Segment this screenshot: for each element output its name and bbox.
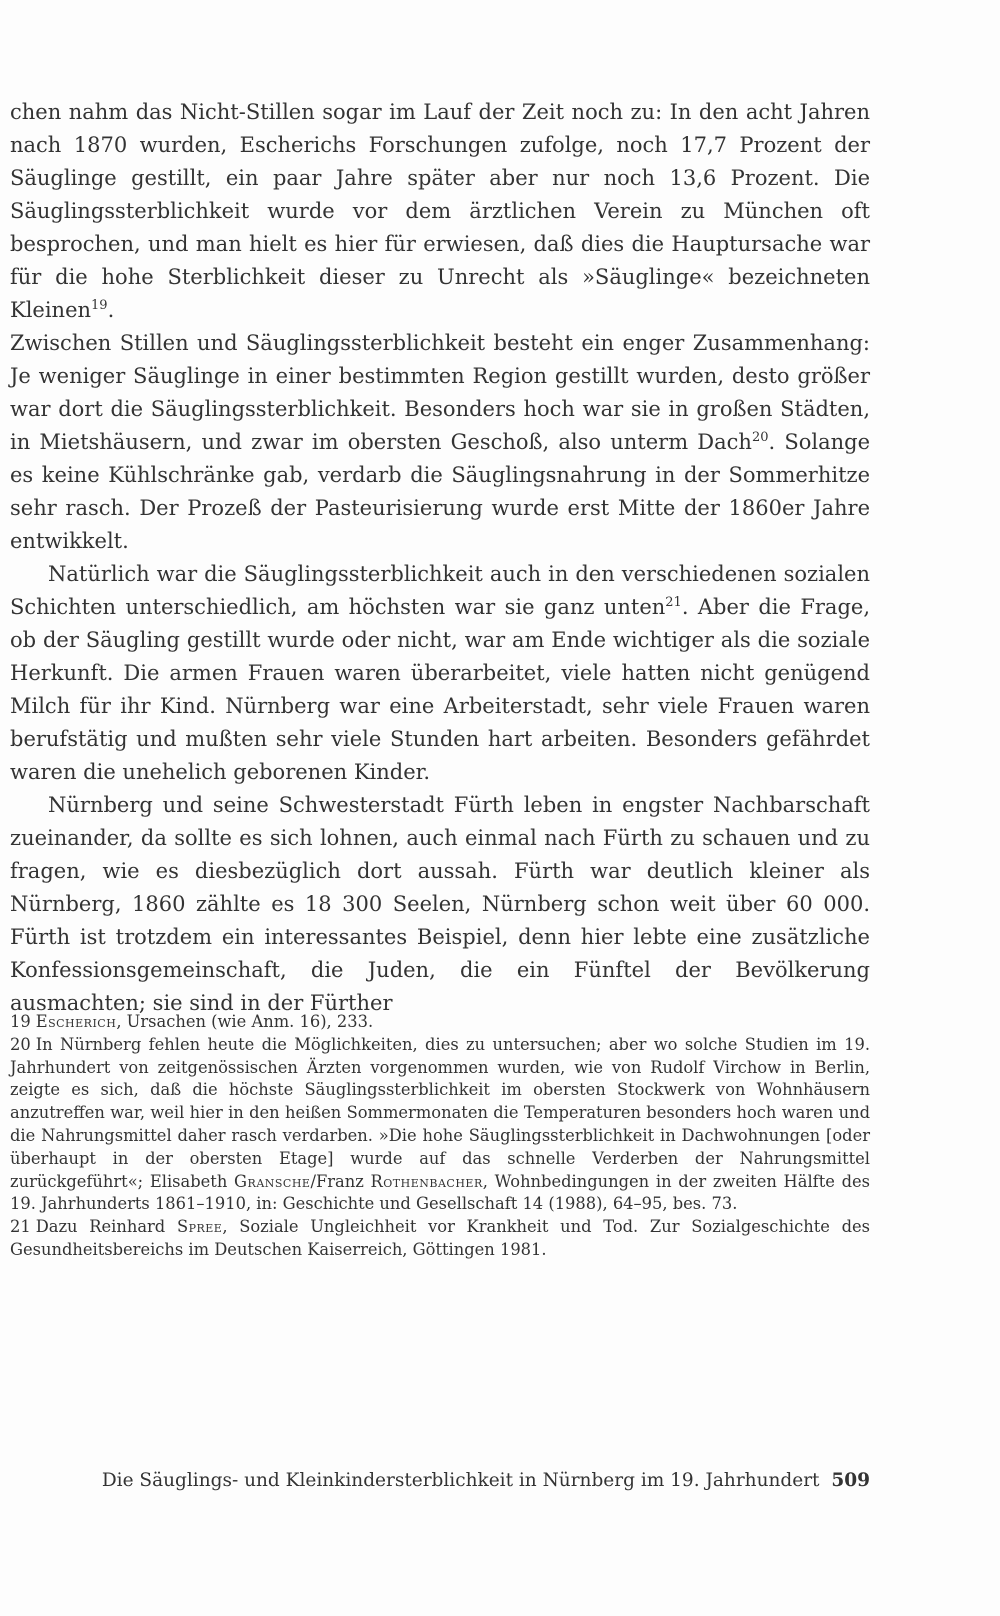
paragraph bbox=[10, 789, 870, 1020]
footnote-text: /Franz bbox=[310, 1171, 371, 1191]
paragraph bbox=[10, 327, 870, 558]
footnote-number: 21 bbox=[10, 1217, 31, 1237]
footnote-text: In Nürnberg fehlen heute die Möglichkeiten, dies zu untersuchen; aber wo solche Studien im 19. Jahrhundert von zeitgenössischen Ärzten vorgenommen wurden, wie von Rudolf Virchow in Berlin, zeigte es sich, daß die höchste Säuglingssterblichkeit im obersten Stockwerk von Wohnhäusern anzutreffen war, weil hier in den heißen Sommermonaten die Temperaturen besonders hoch waren und die Nahrungsmittel daher rasch verdarben. »Die hohe Säuglingssterblichkeit in Dachwohnungen [oder überhaupt in der obersten Etage] wurde auf das schnelle Verderben der Nahrungsmittel zurückgeführt«; Elisabeth bbox=[10, 1034, 870, 1191]
paragraph-text: . Aber die Frage, ob der Säugling gestillt wurde oder nicht, war am Ende wichtiger als die soziale Herkunft. Die armen Frauen waren überarbeitet, viele hatten nicht genügend Milch für ihr Kind. Nürnberg war eine Arbeiterstadt, sehr viele Frauen waren berufstätig und mußten sehr viele Stunden hart arbeiten. Besonders gefährdet waren die unehelich geborenen Kinder. bbox=[10, 595, 870, 784]
footnote-text: , Soziale Ungleichheit vor Krankheit und Tod. Zur Sozialgeschichte des Gesundheitsbereichs im Deutschen Kaiserreich, Göttingen 1981. bbox=[10, 1217, 870, 1259]
main-text bbox=[10, 96, 870, 1020]
running-footer bbox=[10, 1470, 870, 1491]
footnote-text: Dazu Reinhard bbox=[35, 1217, 177, 1237]
footnote-ref: 19 bbox=[91, 298, 108, 313]
footnote bbox=[10, 1216, 870, 1262]
paragraph-text: . Solange es keine Kühlschränke gab, verdarb die Säuglingsnahrung in der Sommerhitze sehr rasch. Der Prozeß der Pasteurisierung wurde erst Mitte der 1860er Jahre entwikkelt. bbox=[10, 430, 870, 553]
paragraph-text: Nürnberg und seine Schwesterstadt Fürth leben in engster Nachbarschaft zueinander, da sollte es sich lohnen, auch einmal nach Fürth zu schauen und zu fragen, wie es diesbezüglich dort aussah. Fürth war deutlich kleiner als Nürnberg, 1860 zählte es 18 300 Seelen, Nürnberg schon weit über 60 000. Fürth ist trotzdem ein interessantes Beispiel, denn hier lebte eine zusätzliche Konfessionsgemeinschaft, die Juden, die ein Fünftel der Bevölkerung ausmachten; sie sind in der Fürther bbox=[10, 793, 870, 1015]
paragraph-text: Zwischen Stillen und Säuglingssterblichkeit besteht ein enger Zusammenhang: Je weniger Säuglinge in einer bestimmten Region gestillt wurden, desto größer war dort die Säuglingssterblichkeit. Besonders hoch war sie in großen Städten, in Mietshäusern, und zwar im obersten Geschoß, also unterm Dach bbox=[10, 331, 870, 454]
footnote-text: , Ursachen (wie Anm. 16), 233. bbox=[116, 1012, 374, 1031]
footnote-ref: 20 bbox=[751, 430, 769, 445]
footnote-number: 19 bbox=[10, 1012, 31, 1031]
footnote-ref: 21 bbox=[665, 595, 682, 610]
footnote-number: 20 bbox=[10, 1034, 31, 1054]
footnote-author: Spree bbox=[176, 1217, 223, 1237]
paragraph: chen nahm das Nicht-Stillen sogar im Lauf der Zeit noch zu: In den acht Jahren nach 1870 wurden, Escherichs Forschungen zufolge, noch 17,7 Prozent der Säuglinge gestillt, ein paar Jahre später aber nur noch 13,6 Prozent. Die Säuglingssterblichkeit wurde vor dem ärztlichen Verein zu München oft besprochen, und man hielt es hier für erwiesen, daß dies die Hauptursache war für die hohe Sterblichkeit dieser zu Unrecht als »Säuglinge« bezeichneten Kleinen$^{19}$. bbox=[10, 100, 870, 322]
footnote-text: , Wohnbedingungen in der zweiten Hälfte des 19. Jahrhunderts 1861–1910, in: Geschichte und Gesellschaft 14 (1988), 64–95, bes. 73. bbox=[10, 1171, 871, 1214]
paragraph-text: chen nahm das Nicht-Stillen sogar im Lauf der Zeit noch zu: In den acht Jahren nach 1870 wurden, Escherichs Forschungen zufolge, noch 17,7 Prozent der Säuglinge gestillt, ein paar Jahre später aber nur noch 13,6 Prozent. Die Säuglingssterblichkeit wurde vor dem ärztlichen Verein zu München oft besprochen, und man hielt es hier für erwiesen, daß dies die Hauptursache war für die hohe Sterblichkeit dieser zu Unrecht als »Säuglinge« bezeichneten Kleinen bbox=[10, 100, 870, 322]
footnote-author: Escherich bbox=[35, 1012, 117, 1031]
footnotes bbox=[10, 1011, 870, 1262]
footnote bbox=[10, 1011, 870, 1034]
running-title: Die Säuglings- und Kleinkindersterblichkeit in Nürnberg im 19. Jahrhundert bbox=[101, 1470, 820, 1491]
page-number: 509 bbox=[831, 1470, 870, 1491]
paragraph-text: Natürlich war die Säuglingssterblichkeit auch in den verschiedenen sozialen Schichten unterschiedlich, am höchsten war sie ganz unten bbox=[10, 562, 870, 619]
footnote bbox=[10, 1034, 870, 1216]
footnote-author: Rothenbacher bbox=[370, 1171, 483, 1191]
footnote-author: Gransche bbox=[234, 1171, 311, 1191]
paragraph bbox=[10, 558, 870, 789]
